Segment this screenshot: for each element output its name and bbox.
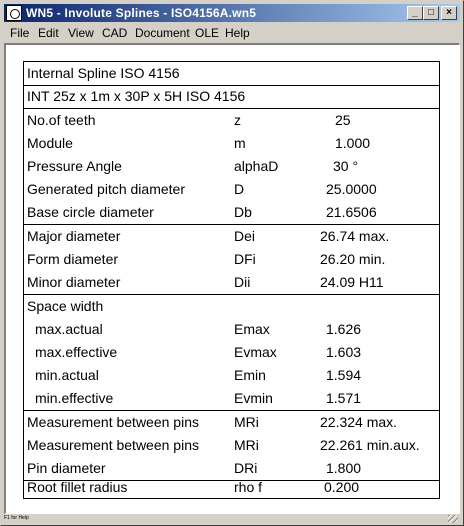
param-label: Generated pitch diameter — [27, 181, 185, 197]
table-row — [24, 271, 439, 294]
param-value: 25.0000 — [326, 181, 377, 197]
param-label: min.actual — [35, 367, 99, 383]
param-value: 26.20 min. — [320, 251, 386, 267]
menu-file[interactable]: File — [10, 26, 30, 40]
status-text: F1 for Help — [4, 515, 29, 521]
param-symbol: m — [234, 135, 246, 151]
param-symbol: Emax — [234, 321, 270, 337]
menu-help[interactable]: Help — [225, 26, 250, 40]
param-value: 30 ° — [333, 158, 359, 174]
param-symbol: Db — [234, 204, 252, 220]
param-label: Form diameter — [27, 251, 119, 267]
spline-data-sheet — [23, 61, 440, 499]
param-label: No.of teeth — [27, 112, 96, 128]
menu-view[interactable]: View — [68, 26, 94, 40]
status-bar — [4, 515, 460, 525]
menu-bar — [4, 24, 460, 42]
param-symbol: Emin — [234, 367, 266, 383]
param-symbol: Dei — [234, 228, 256, 244]
param-value: 1.571 — [326, 390, 362, 406]
spline-designation: INT 25z x 1m x 30P x 5H ISO 4156 — [27, 88, 246, 104]
param-symbol: D — [234, 181, 245, 197]
param-symbol: rho f — [234, 479, 263, 495]
param-symbol: DFi — [234, 251, 256, 267]
param-label: Measurement between pins — [27, 414, 199, 430]
table-row — [24, 318, 439, 341]
table-row — [24, 364, 439, 387]
section-header-row — [24, 295, 439, 318]
param-value: 1.800 — [326, 460, 362, 476]
designation-row — [24, 85, 439, 108]
param-value: 26.74 max. — [320, 228, 390, 244]
app-icon[interactable] — [6, 5, 22, 21]
param-symbol: Evmin — [234, 390, 273, 406]
param-symbol: MRi — [234, 414, 259, 430]
param-value: 21.6506 — [326, 204, 377, 220]
param-label: Module — [27, 135, 73, 151]
param-label: Pressure Angle — [27, 158, 122, 174]
param-label: Pin diameter — [27, 460, 106, 476]
param-label: Measurement between pins — [27, 437, 199, 453]
minimize-button[interactable]: _ — [407, 6, 423, 20]
param-label: Major diameter — [27, 228, 121, 244]
table-row — [24, 201, 439, 224]
window-title: WN5 - Involute Splines - ISO4156A.wn5 — [26, 6, 257, 20]
param-symbol: Evmax — [234, 344, 277, 360]
table-row — [24, 178, 439, 201]
menu-cad[interactable]: CAD — [102, 26, 128, 40]
param-symbol: Dii — [234, 274, 251, 290]
param-value: 0.200 — [324, 479, 360, 495]
table-row — [24, 341, 439, 364]
param-label: Base circle diameter — [27, 204, 154, 220]
table-row — [24, 411, 439, 434]
document-area[interactable] — [4, 43, 460, 514]
param-label: max.effective — [35, 344, 118, 360]
param-value: 1.000 — [335, 135, 371, 151]
resize-grip[interactable] — [448, 515, 458, 523]
param-value: 25 — [335, 112, 351, 128]
sheet-title-row — [24, 62, 439, 85]
param-label: Root fillet radius — [27, 479, 128, 495]
table-row — [24, 225, 439, 248]
param-label: max.actual — [35, 321, 103, 337]
table-row — [24, 132, 439, 155]
menu-edit[interactable]: Edit — [38, 26, 59, 40]
param-symbol: alphaD — [234, 158, 279, 174]
param-symbol: z — [234, 112, 241, 128]
param-value: 24.09 H11 — [320, 274, 384, 290]
menu-document[interactable]: Document — [135, 26, 190, 40]
param-value: 1.626 — [326, 321, 362, 337]
param-label: min.effective — [35, 390, 114, 406]
param-value: 1.603 — [326, 344, 362, 360]
sheet-title: Internal Spline ISO 4156 — [27, 65, 180, 81]
menu-ole[interactable]: OLE — [195, 26, 220, 40]
section-label: Space width — [27, 298, 104, 314]
table-row — [24, 109, 439, 132]
maximize-button[interactable]: □ — [423, 6, 439, 20]
title-bar[interactable] — [4, 4, 460, 22]
table-row — [24, 476, 439, 499]
table-row — [24, 155, 439, 178]
param-symbol: DRi — [234, 460, 258, 476]
param-label: Minor diameter — [27, 274, 121, 290]
param-value: 22.261 min.aux. — [320, 437, 420, 453]
close-button[interactable]: × — [441, 6, 457, 20]
table-row — [24, 434, 439, 457]
table-row — [24, 387, 439, 410]
param-symbol: MRi — [234, 437, 259, 453]
param-value: 22.324 max. — [320, 414, 398, 430]
table-row — [24, 248, 439, 271]
param-value: 1.594 — [326, 367, 362, 383]
